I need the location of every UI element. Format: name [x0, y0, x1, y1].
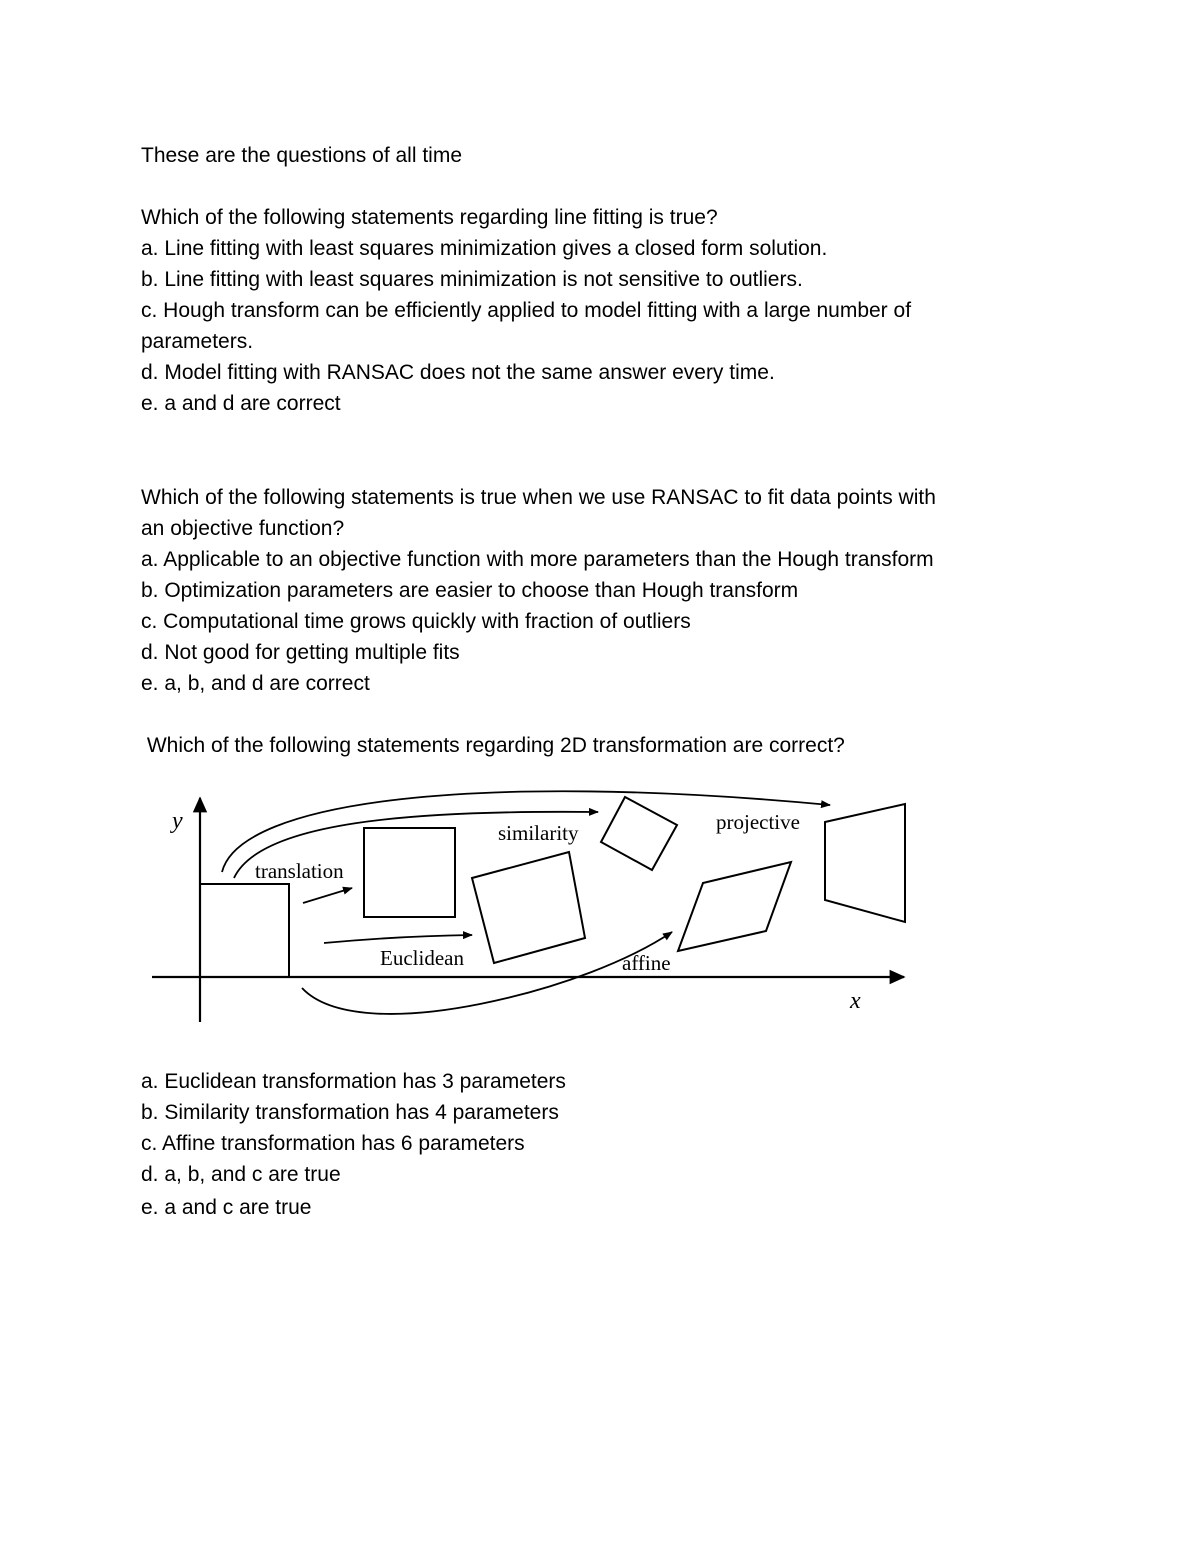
q3-option-e: e. a and c are true [141, 1196, 312, 1219]
q3-option-b: b. Similarity transformation has 4 parameters [141, 1101, 559, 1124]
affine-arrow [302, 932, 672, 1014]
q1-option-c-continued: parameters. [141, 330, 254, 353]
projective-quad [825, 804, 905, 922]
q2-option-c: c. Computational time grows quickly with fraction of outliers [141, 610, 691, 633]
q1-option-a: a. Line fitting with least squares minimization gives a closed form solution. [141, 237, 828, 260]
similarity-label: similarity [498, 821, 579, 845]
translated-square [364, 828, 455, 917]
q1-option-e: e. a and d are correct [141, 392, 341, 415]
translation-label: translation [255, 859, 344, 883]
similarity-square [601, 797, 677, 870]
transformations-diagram [148, 786, 908, 1026]
q2-option-b: b. Optimization parameters are easier to choose than Hough transform [141, 579, 799, 602]
projective-label: projective [716, 810, 800, 834]
q3-prompt: Which of the following statements regarding 2D transformation are correct? [141, 734, 845, 757]
q3-option-a: a. Euclidean transformation has 3 parameters [141, 1070, 566, 1093]
x-axis-label: x [850, 988, 861, 1014]
q2-prompt: Which of the following statements is true when we use RANSAC to fit data points with [141, 486, 936, 509]
document-title: These are the questions of all time [141, 144, 463, 167]
q1-option-b: b. Line fitting with least squares minimization is not sensitive to outliers. [141, 268, 803, 291]
translation-arrow [303, 888, 352, 903]
euclidean-label: Euclidean [380, 946, 464, 970]
original-square [200, 884, 289, 977]
q3-option-c: c. Affine transformation has 6 parameters [141, 1132, 525, 1155]
q1-prompt: Which of the following statements regarding line fitting is true? [141, 206, 718, 229]
affine-parallelogram [678, 862, 791, 951]
q2-option-e: e. a, b, and d are correct [141, 672, 370, 695]
q1-option-d: d. Model fitting with RANSAC does not the same answer every time. [141, 361, 775, 384]
q2-prompt-continued: an objective function? [141, 517, 345, 540]
q2-option-d: d. Not good for getting multiple fits [141, 641, 460, 664]
affine-label: affine [622, 951, 671, 975]
q1-option-c: c. Hough transform can be efficiently applied to model fitting with a large number of [141, 299, 912, 322]
euclidean-arrow [324, 935, 472, 943]
q3-option-d: d. a, b, and c are true [141, 1163, 341, 1186]
euclidean-square [472, 852, 585, 963]
y-axis-label: y [172, 808, 183, 834]
q2-option-a: a. Applicable to an objective function with more parameters than the Hough transform [141, 548, 934, 571]
